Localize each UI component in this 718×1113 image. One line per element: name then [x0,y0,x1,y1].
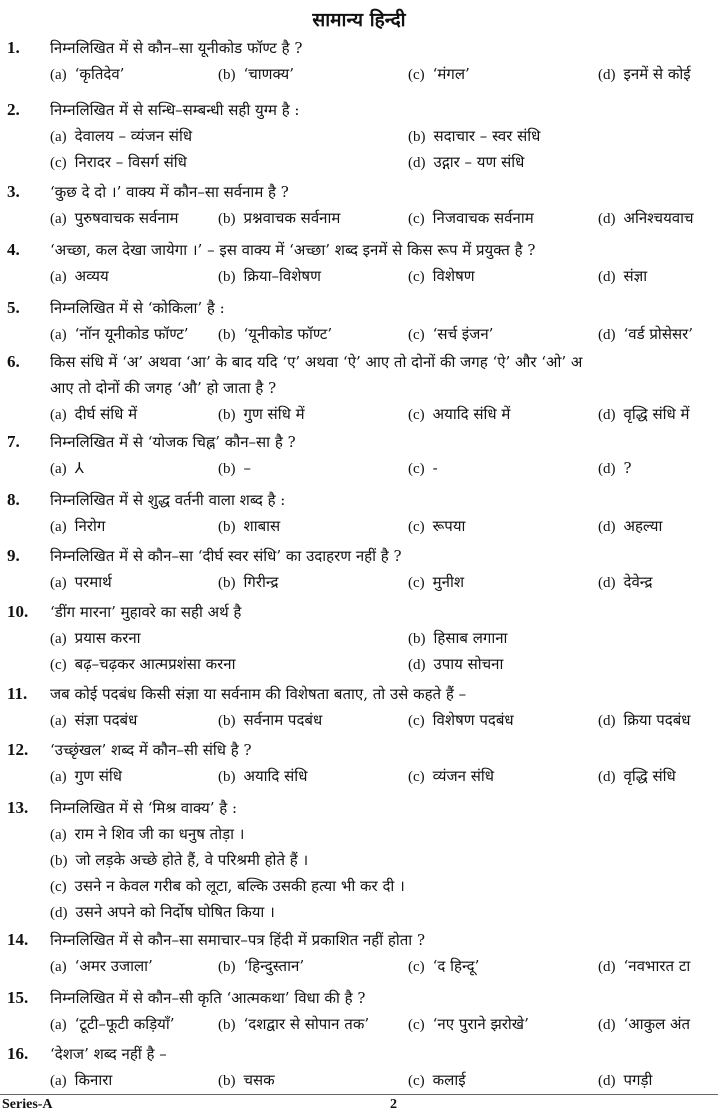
option-text: ‘नए पुराने झरोखे’ [432,1015,529,1033]
option-text: इनमें से कोई [623,65,691,83]
option-b [408,626,507,651]
option-d [598,264,647,289]
option-b [218,954,304,979]
option-b [218,708,322,733]
option-text: क्रिया पदबंध [623,711,691,729]
question-number: 6. [7,352,20,371]
option-label: (c) [50,879,67,895]
option-label: (b) [218,519,236,535]
option-label: (c) [408,327,425,343]
option-d [598,1068,652,1093]
question-text: आए तो दोनों की जगह ‘औ’ हो जाता है ? [50,379,277,397]
option-label: (b) [50,853,68,869]
option-c [50,150,187,175]
option-text: उसने अपने को निर्दोष घोषित किया । [75,903,275,921]
option-c [408,764,494,789]
option-a [50,206,179,231]
question-text: ‘देशज’ शब्द नहीं है – [50,1045,167,1063]
option-label: (c) [408,519,425,535]
page-title: सामान्य हिन्दी [312,9,406,31]
option-text: ? [623,459,632,477]
option-text: ‘चाणक्य’ [243,65,295,83]
option-label: (d) [598,67,616,83]
option-c [408,322,493,347]
option-text: मुनीश [432,573,465,591]
option-text: हिसाब लगाना [433,629,508,647]
option-text: संज्ञा [623,267,648,285]
option-c [408,1068,466,1093]
option-label: (d) [50,905,68,921]
option-b [218,456,251,481]
option-text: क्रिया–विशेषण [243,267,321,285]
option-label: (b) [218,769,236,785]
option-b [218,206,340,231]
option-label: (c) [408,713,425,729]
option-text: अव्यय [74,267,109,285]
option-text: ‘हिन्दुस्तान’ [243,957,305,975]
option-label: (b) [218,269,236,285]
option-label: (b) [218,461,236,477]
option-c [408,954,479,979]
option-text: रूपया [432,517,466,535]
option-d [598,206,694,231]
option-a [50,764,122,789]
option-label: (d) [598,269,616,285]
option-c [50,874,405,899]
option-a [50,456,84,481]
option-label: (b) [218,713,236,729]
option-d [598,1012,690,1037]
option-label: (d) [598,211,616,227]
option-text: वृद्धि संधि [623,767,676,785]
page-number: 2 [390,1097,397,1112]
option-text: कलाई [432,1071,466,1089]
option-text: गिरीन्द्र [243,573,279,591]
option-text: सदाचार – स्वर संधि [433,127,541,145]
option-text: निजवाचक सर्वनाम [432,209,534,227]
option-c [50,652,235,677]
option-d [598,402,689,427]
option-text: अहल्या [623,517,663,535]
option-text: जो लड़के अच्छे होते हैं, वे परिश्रमी होते हैं । [75,851,309,869]
option-d [598,708,691,733]
option-d [598,456,632,481]
option-text: गुण संधि [74,767,122,785]
question-text: ‘उच्छृंखल’ शब्द में कौन–सी संधि है ? [50,741,252,759]
option-d [598,954,690,979]
option-text: व्यंजन संधि [432,767,494,785]
option-label: (d) [598,327,616,343]
option-text: विशेषण [432,267,475,285]
series-label: Series-A [2,1097,53,1112]
option-a [50,264,109,289]
option-label: (c) [408,407,425,423]
option-d [598,62,691,87]
option-label: (b) [218,959,236,975]
option-a [50,322,189,347]
option-c [408,1012,529,1037]
option-text: चसक [243,1071,275,1089]
option-label: (d) [598,519,616,535]
question-text: निम्नलिखित में से कौन–सा यूनीकोड फॉण्ट है ? [50,39,303,57]
option-d [408,150,524,175]
option-text: बढ़–चढ़कर आत्मप्रशंसा करना [74,655,236,673]
option-label: (d) [598,713,616,729]
question-text: निम्नलिखित में से शुद्ध वर्तनी वाला शब्द है : [50,491,286,509]
option-d [408,652,503,677]
question-text: ‘डींग मारना’ मुहावरे का सही अर्थ है [50,603,242,621]
option-label: (c) [408,1073,425,1089]
question-text: निम्नलिखित में से ‘कोकिला’ है : [50,299,225,317]
option-text: विशेषण पदबंध [432,711,514,729]
option-text: राम ने शिव जी का धनुष तोड़ा । [74,825,245,843]
option-label: (d) [598,575,616,591]
option-b [218,1068,275,1093]
option-c [408,402,510,427]
option-a [50,62,124,87]
option-d [598,322,693,347]
option-text: अयादि संधि में [432,405,511,423]
option-a [50,626,141,651]
option-text: पगड़ी [623,1071,653,1089]
question-number: 2. [7,100,20,119]
option-b [218,570,278,595]
question-number: 5. [7,298,20,317]
option-label: (d) [598,959,616,975]
option-label: (a) [50,713,67,729]
option-d [50,900,275,925]
option-label: (a) [50,631,67,647]
question-text: निम्नलिखित में से ‘मिश्र वाक्य’ है : [50,799,238,817]
option-label: (c) [408,461,425,477]
option-label: (a) [50,407,67,423]
option-text: - [432,459,438,477]
option-label: (c) [50,155,67,171]
option-text: संज्ञा पदबंध [74,711,138,729]
question-number: 16. [7,1044,29,1063]
option-a [50,570,112,595]
question-text: निम्नलिखित में से सन्धि–सम्बन्धी सही युग्म है : [50,101,300,119]
question-number: 14. [7,930,29,949]
option-d [598,570,652,595]
option-label: (d) [598,1017,616,1033]
option-text: सर्वनाम पदबंध [243,711,323,729]
question-number: 10. [7,602,29,621]
option-label: (a) [50,519,67,535]
option-label: (b) [218,1073,236,1089]
option-text: वृद्धि संधि में [623,405,690,423]
option-text: ‘दशद्वार से सोपान तक’ [243,1015,370,1033]
option-text: ‘कृतिदेव’ [74,65,125,83]
option-text: ‘द हिन्दू’ [432,957,480,975]
option-b [218,514,280,539]
option-label: (d) [598,407,616,423]
question-number: 8. [7,490,20,509]
option-text: ‘यूनीकोड फॉण्ट’ [243,325,333,343]
option-a [50,822,244,847]
page-footer [0,1094,718,1113]
option-text: गुण संधि में [243,405,305,423]
option-label: (a) [50,67,67,83]
option-label: (a) [50,1017,67,1033]
option-text: देवालय – व्यंजन संधि [74,127,193,145]
option-label: (d) [408,657,426,673]
option-b [218,264,321,289]
option-a [50,1012,175,1037]
question-text: निम्नलिखित में से कौन–सी कृति ‘आत्मकथा’ विधा की है ? [50,989,366,1007]
option-label: (d) [408,155,426,171]
option-label: (a) [50,269,67,285]
option-a [50,708,137,733]
question-text: निम्नलिखित में से कौन–सा ‘दीर्घ स्वर संधि’ का उदाहरण नहीं है ? [50,547,402,565]
option-text: उपाय सोचना [433,655,504,673]
option-text: ‘वर्ड प्रोसेसर’ [623,325,694,343]
option-c [408,708,514,733]
option-label: (a) [50,327,67,343]
question-number: 4. [7,240,20,259]
option-b [218,402,305,427]
option-a [50,402,137,427]
option-b [408,124,540,149]
option-text: उद्गार – यण संधि [433,153,525,171]
option-text: पुरुषवाचक सर्वनाम [74,209,179,227]
question-text: जब कोई पदबंध किसी संज्ञा या सर्वनाम की विशेषता बताए, तो उसे कहते हैं – [50,685,467,703]
option-text: उसने न केवल गरीब को लूटा, बल्कि उसकी हत्या भी कर दी । [74,877,405,895]
option-text: निरोग [74,517,106,535]
option-label: (c) [408,575,425,591]
option-label: (a) [50,575,67,591]
option-label: (b) [218,211,236,227]
question-text: किस संधि में ‘अ’ अथवा ‘आ’ के बाद यदि ‘ए’ अथवा ‘ऐ’ आए तो दोनों की जगह ‘ऐ’ और ‘ओ’ अ [50,353,583,371]
option-label: (c) [408,269,425,285]
option-text: ‘नॉन यूनीकोड फॉण्ट’ [74,325,189,343]
option-d [598,514,662,539]
option-text: अनिश्चयवाच [623,209,694,227]
option-b [218,1012,369,1037]
question-text: निम्नलिखित में से कौन–सा समाचार–पत्र हिंदी में प्रकाशित नहीं होता ? [50,931,425,949]
option-b [218,764,307,789]
option-label: (b) [408,631,426,647]
option-label: (d) [598,769,616,785]
option-label: (c) [408,1017,425,1033]
question-text: ‘कुछ दे दो ।’ वाक्य में कौन–सा सर्वनाम है ? [50,183,289,201]
option-label: (c) [50,657,67,673]
option-c [408,206,534,231]
question-number: 13. [7,798,29,817]
option-label: (b) [218,327,236,343]
option-label: (d) [598,1073,616,1089]
option-label: (a) [50,959,67,975]
option-text: दीर्घ संधि में [74,405,138,423]
option-text: ‘आकुल अंत [623,1015,691,1033]
option-label: (a) [50,461,67,477]
option-label: (a) [50,211,67,227]
option-text: ⅄ [74,459,84,477]
option-b [50,848,308,873]
option-label: (d) [598,461,616,477]
question-text: निम्नलिखित में से ‘योजक चिह्न’ कौन–सा है ? [50,433,296,451]
option-label: (c) [408,211,425,227]
option-label: (a) [50,1073,67,1089]
option-d [598,764,676,789]
option-b [218,62,294,87]
option-c [408,456,438,481]
option-c [408,514,465,539]
option-label: (b) [218,1017,236,1033]
option-text: ‘सर्च इंजन’ [432,325,494,343]
option-label: (c) [408,67,425,83]
option-text: प्रश्नवाचक सर्वनाम [243,209,341,227]
option-a [50,954,153,979]
option-label: (a) [50,827,67,843]
question-number: 3. [7,182,20,201]
option-text: किनारा [74,1071,113,1089]
option-text: ‘अमर उजाला’ [74,957,153,975]
option-label: (c) [408,769,425,785]
option-b [218,322,332,347]
option-text: ‘टूटी–फूटी कड़ियाँ’ [74,1015,175,1033]
option-text: देवेन्द्र [623,573,653,591]
option-label: (a) [50,769,67,785]
question-number: 1. [7,38,20,57]
option-label: (b) [408,129,426,145]
option-label: (b) [218,67,236,83]
question-number: 9. [7,546,20,565]
question-number: 11. [7,684,28,703]
option-text: ‘मंगल’ [432,65,470,83]
option-a [50,124,192,149]
option-text: परमार्थ [74,573,112,591]
question-text: ‘अच्छा, कल देखा जायेगा ।’ – इस वाक्य में ‘अच्छा’ शब्द इनमें से किस रूप में प्रयुक्त है ? [50,241,536,259]
option-label: (b) [218,575,236,591]
question-number: 12. [7,740,29,759]
option-text: प्रयास करना [74,629,141,647]
question-number: 15. [7,988,29,1007]
question-number: 7. [7,432,20,451]
option-c [408,570,464,595]
option-a [50,1068,112,1093]
option-text: अयादि संधि [243,767,308,785]
option-c [408,264,475,289]
option-a [50,514,105,539]
option-text: – [243,459,251,477]
option-text: ‘नवभारत टा [623,957,691,975]
option-text: शाबास [243,517,281,535]
option-text: निरादर – विसर्ग संधि [74,153,187,171]
option-label: (a) [50,129,67,145]
option-label: (c) [408,959,425,975]
option-label: (b) [218,407,236,423]
option-c [408,62,470,87]
